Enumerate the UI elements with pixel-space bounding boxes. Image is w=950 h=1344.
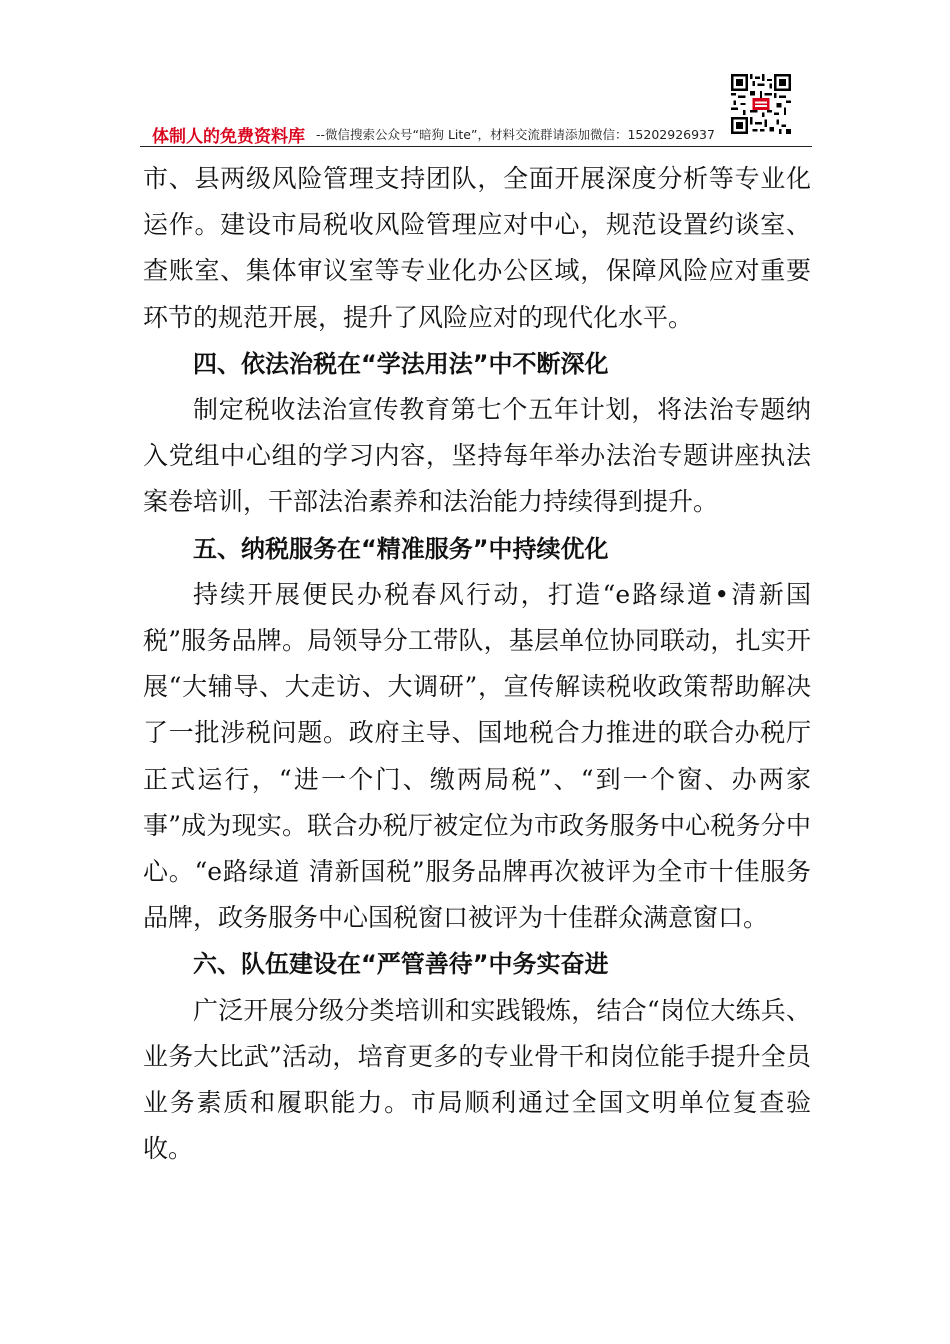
section-heading-5: 五、纳税服务在“精准服务”中持续优化 — [193, 534, 609, 563]
header-divider — [140, 146, 812, 147]
paragraph-rule-of-law: 制定税收法治宣传教育第七个五年计划，将法治专题纳入党组中心组的学习内容，坚持每年举办法治专题讲座执法案卷培训，干部法治素养和法治能力持续得到提升。 — [143, 395, 811, 517]
paragraph-tax-service: 持续开展便民办税春风行动，打造“e路绿道•清新国税”服务品牌。局领导分工带队，基层单位协同联动，扎实开展“大辅导、大走访、大调研”，宣传解读税收政策帮助解决了一批涉税问题。政府主导、国地税合力推进的联合办税厅正式运行，“进一个门、缴两局税”、“到一个窗、办两家事”成为现实。联合办税厅被定位为市政务服务中心税务分中心。“e路绿道 清新国税”服务品牌再次被评为全市十佳服务品牌，政务服务中心国税窗口被评为十佳群众满意窗口。 — [143, 579, 811, 933]
brand-title: 体制人的免费资料库 — [152, 127, 305, 147]
paragraph-team-building: 广泛开展分级分类培训和实践锻炼，结合“岗位大练兵、业务大比武”活动，培育更多的专业骨干和岗位能手提升全员业务素质和履职能力。市局顺利通过全国文明单位复查验收。 — [143, 995, 811, 1164]
qr-code-icon — [731, 74, 791, 134]
header-subtitle: --微信搜索公众号“暗狗 Lite”，材料交流群请添加微信：15202926937 — [316, 127, 715, 142]
document-body — [143, 156, 811, 1172]
page-header — [140, 120, 812, 148]
section-heading-4: 四、依法治税在“学法用法”中不断深化 — [193, 349, 609, 378]
section-heading-6: 六、队伍建设在“严管善待”中务实奋进 — [193, 950, 609, 979]
paragraph-continued: 市、县两级风险管理支持团队，全面开展深度分析等专业化运作。建设市局税收风险管理应对中心，规范设置约谈室、查账室、集体审议室等专业化办公区域，保障风险应对重要环节的规范开展，提升了风险应对的现代化水平。 — [143, 164, 811, 332]
